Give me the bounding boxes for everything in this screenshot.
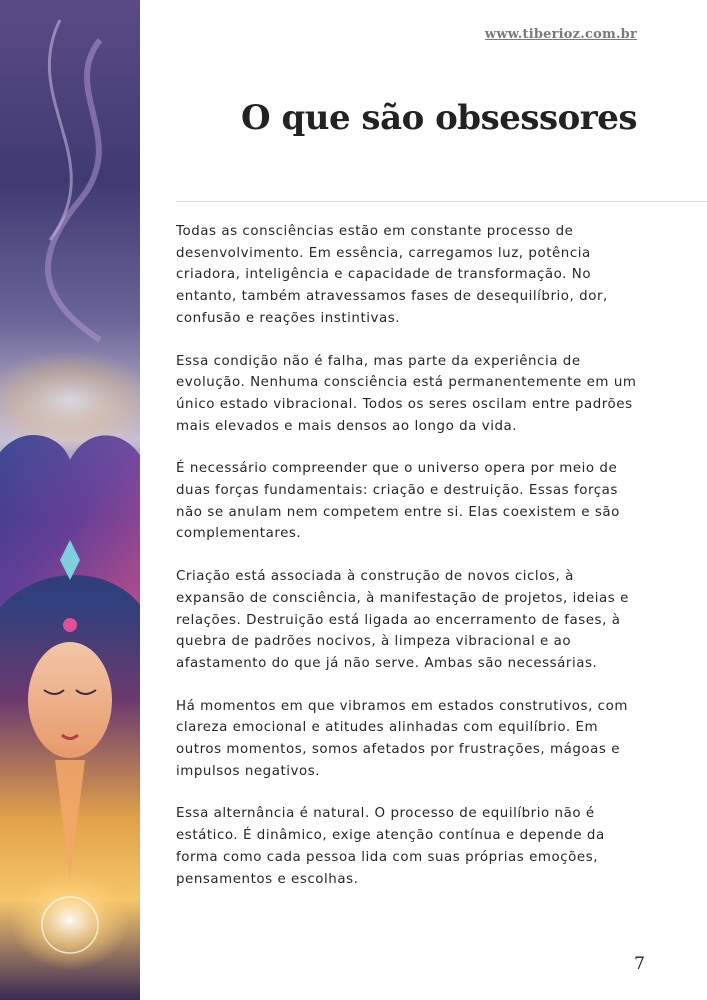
paragraph: Há momentos em que vibramos em estados construtivos, com clareza emocional e atitudes alinhadas com equilíbrio. Em outros momentos, somos afetados por frustrações, mágoas e impulsos negativos.: [176, 698, 628, 779]
page-number: 7: [634, 954, 645, 974]
paragraph: Criação está associada à construção de novos ciclos, à expansão de consciência, à manifestação de projetos, ideias e relações. Destruição está ligada ao encerramento de fases, à quebra de padrões nocivos, à limpeza vibracional e ao afastamento do que já não serve. Ambas são necessárias.: [176, 569, 629, 671]
title-divider: [176, 201, 707, 202]
side-illustration: [0, 0, 140, 1000]
paragraph: É necessário compreender que o universo opera por meio de duas forças fundamentais: criação e destruição. Essas forças não se anulam nem competem entre si. Elas coexistem e são complementares.: [176, 461, 620, 542]
website-url[interactable]: www.tiberioz.com.br: [484, 27, 637, 42]
meditating-figure-illustration: [0, 0, 140, 1000]
paragraph: Essa condição não é falha, mas parte da experiência de evolução. Nenhuma consciência está permanentemente em um único estado vibracional. Todos os seres oscilam entre padrões mais elevados e mais densos ao longo da vida.: [176, 353, 637, 434]
paragraph: Essa alternância é natural. O processo de equilíbrio não é estático. É dinâmico, exige atenção contínua e depende da forma como cada pessoa lida com suas próprias emoções, pensamentos e escolhas.: [176, 806, 605, 887]
page-title: O que são obsessores: [241, 98, 637, 138]
paragraph: Todas as consciências estão em constante processo de desenvolvimento. Em essência, carregamos luz, potência criadora, inteligência e capacidade de transformação. No entanto, também atravessamos fases de desequilíbrio, dor, confusão e reações instintivas.: [176, 224, 608, 326]
body-text: [176, 221, 646, 911]
